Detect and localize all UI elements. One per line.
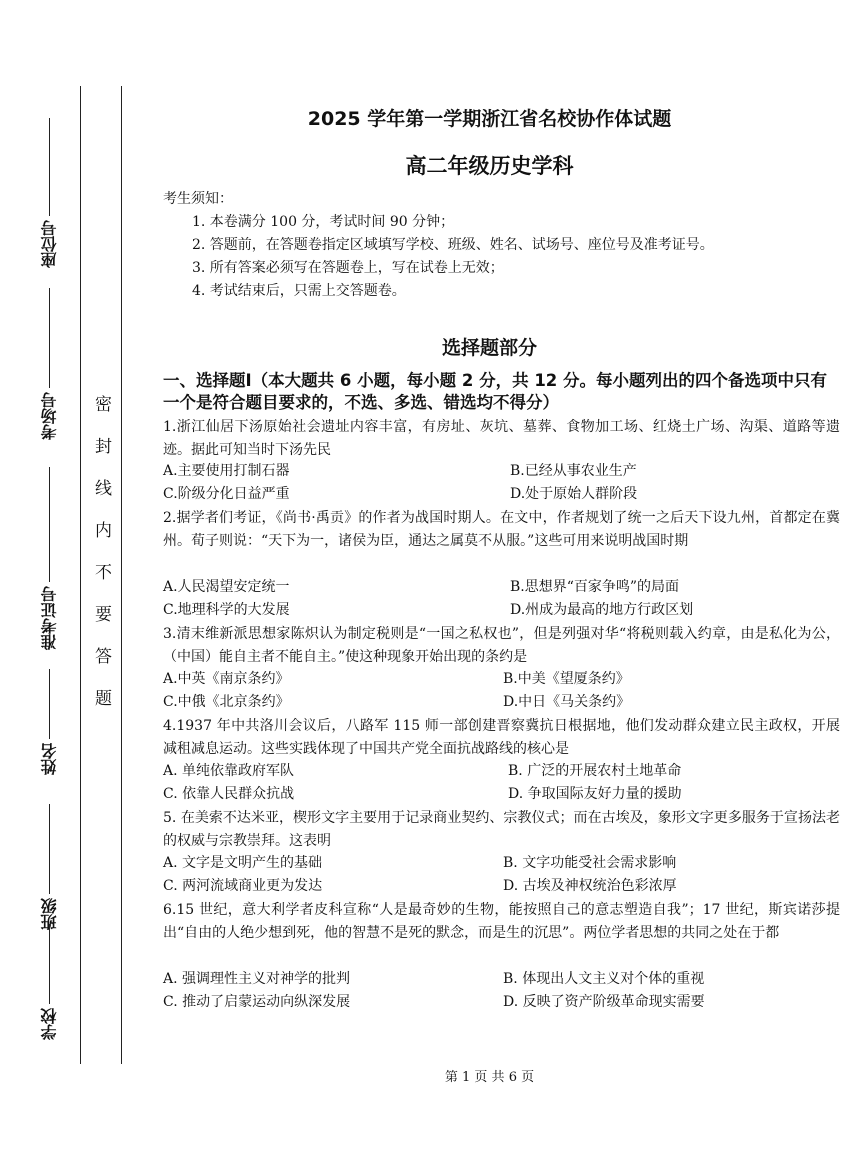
- room-number-label: 考场号: [40, 392, 59, 440]
- exam-subtitle: 高二年级历史学科: [405, 154, 574, 178]
- question-stem: 1.浙江仙居下汤原始社会遗址内容丰富，有房址、灰坑、墓葬、食物加工场、红烧土广场、沟渠、道路等遗迹。据此可知当时下汤先民: [163, 419, 840, 458]
- exam-id-field[interactable]: [38, 455, 62, 650]
- option-c: C. 依靠人民群众抗战: [163, 786, 295, 802]
- name-field[interactable]: [38, 665, 62, 775]
- option-d: D.中日《马关条约》: [503, 694, 631, 710]
- school-field[interactable]: [38, 910, 62, 1040]
- exam-title: 2025 学年第一学期浙江省名校协作体试题: [307, 108, 672, 130]
- option-d: D.州成为最高的地方行政区划: [510, 602, 694, 618]
- option-d: D. 争取国际友好力量的援助: [508, 786, 682, 802]
- binding-line-left: [80, 86, 81, 1064]
- binding-line-right: [121, 86, 122, 1064]
- page-footer: 第 1 页 共 6 页: [444, 1070, 535, 1085]
- notice-list: [192, 211, 714, 303]
- question-stem: 5. 在美索不达米亚，楔形文字主要用于记录商业契约、宗教仪式；而在古埃及，象形文字更多服务于宣扬法老的权威与宗教崇拜。这表明: [163, 810, 840, 849]
- option-a: A. 单纯依靠政府军队: [163, 763, 295, 779]
- option-b: B.中美《望厦条约》: [503, 671, 630, 687]
- option-a: A.主要使用打制石器: [163, 463, 290, 479]
- option-d: D.处于原始人群阶段: [510, 486, 638, 502]
- question-stem: 6.15 世纪，意大利学者皮科宣称“人是最奇妙的生物，能按照自己的意志塑造自我”；17 世纪，斯宾诺莎提出“自由的人绝少想到死，他的智慧不是死的默念，而是生的沉思”。两位学者思想的共同之处在于都: [163, 902, 840, 941]
- option-b: B. 广泛的开展农村土地革命: [508, 763, 682, 779]
- option-c: C.中俄《北京条约》: [163, 694, 290, 710]
- section-title: 选择题部分: [441, 337, 537, 359]
- seat-number-field[interactable]: [38, 118, 62, 268]
- option-b: B.已经从事农业生产: [510, 463, 637, 479]
- option-a: A.中英《南京条约》: [163, 671, 290, 687]
- option-b: B.思想界“百家争鸣”的局面: [510, 579, 680, 595]
- option-c: C.阶级分化日益严重: [163, 486, 290, 502]
- seal-line-text: 密封线内不要答题: [91, 395, 111, 731]
- option-c: C.地理科学的大发展: [163, 602, 290, 618]
- option-d: D. 古埃及神权统治色彩浓厚: [503, 878, 677, 894]
- room-number-field[interactable]: [38, 280, 62, 440]
- seat-number-label: 座位号: [40, 220, 59, 268]
- notice-heading: 考生须知：: [163, 191, 233, 207]
- option-d: D. 反映了资产阶级革命现实需要: [503, 994, 705, 1010]
- notice-item: 3. 所有答案必须写在答题卷上，写在试卷上无效；: [192, 260, 504, 276]
- class-label: 班级: [40, 898, 59, 930]
- question-stem: 4.1937 年中共洛川会议后，八路军 115 师一部创建晋察冀抗日根据地，他们发动群众建立民主政权，开展减租减息运动。这些实践体现了中国共产党全面抗战路线的核心是: [163, 718, 840, 757]
- part-title: 一、选择题Ⅰ（本大题共 6 小题，每小题 2 分，共 12 分。每小题列出的四个备选项中只有一个是符合题目要求的，不选、多选、错选均不得分）: [163, 371, 828, 412]
- notice-item: 4. 考试结束后，只需上交答题卷。: [192, 283, 406, 299]
- option-b: B. 体现出人文主义对个体的重视: [503, 971, 705, 987]
- option-b: B. 文字功能受社会需求影响: [503, 855, 677, 871]
- option-a: A.人民渴望安定统一: [163, 579, 290, 595]
- name-label: 姓名: [40, 743, 59, 775]
- class-field[interactable]: [38, 790, 62, 930]
- option-c: C. 推动了启蒙运动向纵深发展: [163, 994, 351, 1010]
- option-a: A. 强调理性主义对神学的批判: [163, 971, 351, 987]
- exam-id-label: 准考证号: [40, 586, 59, 650]
- option-a: A. 文字是文明产生的基础: [163, 855, 323, 871]
- question-stem: 2.据学者们考证，《尚书·禹贡》的作者为战国时期人。在文中，作者规划了统一之后天下设九州，首都定在冀州。荀子则说：“天下为一，诸侯为臣，通达之属莫不从服。”这些可用来说明战国时期: [163, 510, 840, 549]
- option-c: C. 两河流域商业更为发达: [163, 878, 323, 894]
- question-stem: 3.清末维新派思想家陈炽认为制定税则是“一国之私权也”，但是列强对华“将税则载入约章，由是私化为公，（中国）能自主者不能自主。”使这种现象开始出现的条约是: [163, 626, 840, 665]
- notice-item: 1. 本卷满分 100 分，考试时间 90 分钟；: [192, 214, 455, 230]
- notice-item: 2. 答题前，在答题卷指定区域填写学校、班级、姓名、试场号、座位号及准考证号。: [192, 237, 714, 253]
- school-label: 学校: [40, 1008, 59, 1040]
